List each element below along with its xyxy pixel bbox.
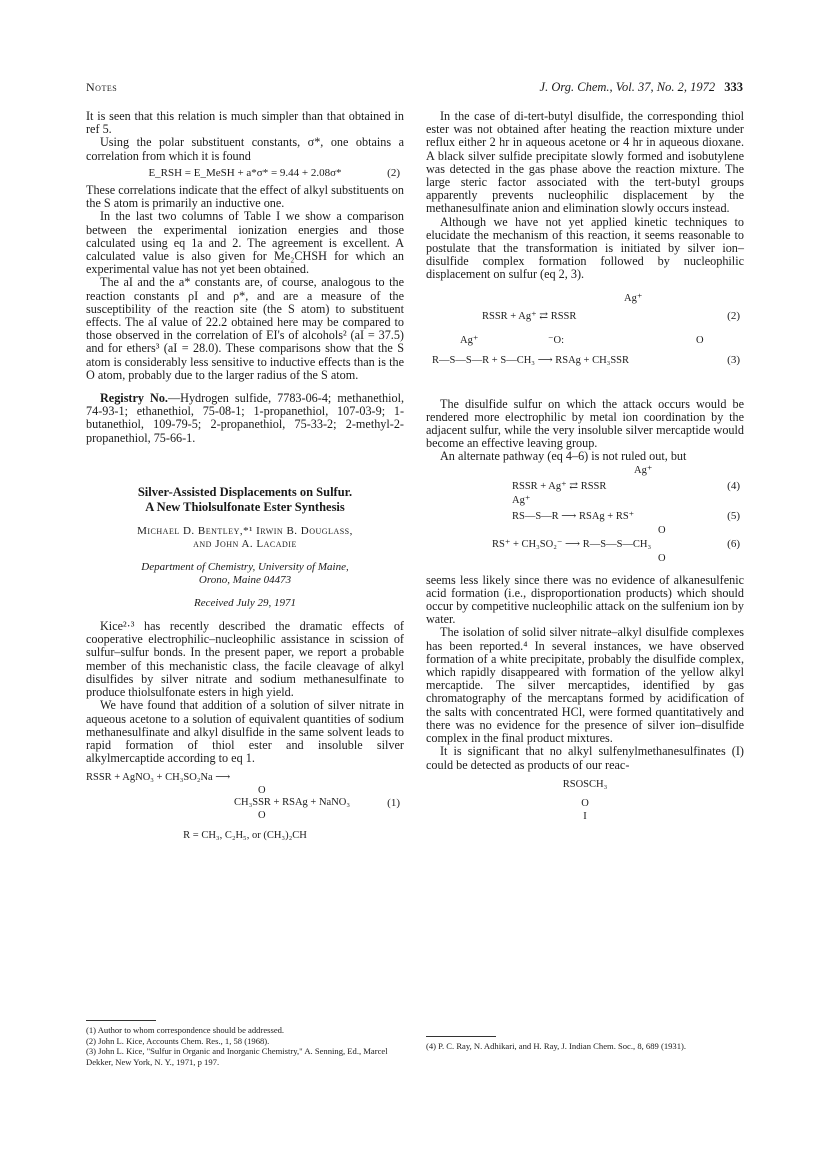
equation-1 [86, 771, 404, 841]
title-line: Silver-Assisted Displacements on Sulfur. [137, 484, 353, 499]
equation-number: (1) [387, 796, 400, 809]
footnote: (1) Author to whom correspondence should be addressed. [86, 1025, 285, 1035]
equation-number: (4) [727, 479, 740, 492]
equation-line: CH₃SSR + RSAg + NaNO₃ [234, 796, 351, 808]
silver-label: Ag⁺ [634, 464, 653, 476]
paragraph: It is significant that no alkyl sulfenylmethanesulfinates (I) could be detected as products of our reac- [426, 744, 744, 772]
received-date: Received July 29, 1971 [193, 596, 296, 609]
structure-I [426, 778, 744, 824]
title-line: A New Thiolsulfonate Ester Synthesis [145, 499, 345, 514]
equation-3-scheme [426, 334, 744, 390]
paragraph: The disulfide sulfur on which the attack occurs would be rendered more electrophilic by metal ion coordination by the adjacent sulfur, while the very insoluble silver mercaptide would become an effective leaving group. [426, 396, 744, 451]
footnote: (4) P. C. Ray, N. Adhikari, and H. Ray, J. Indian Chem. Soc., 8, 689 (1931). [426, 1041, 687, 1051]
paragraph: An alternate pathway (eq 4–6) is not ruled out, but [440, 449, 687, 464]
footnote-rule [426, 1036, 496, 1037]
oxide-label: ⁻O: [548, 334, 565, 346]
silver-label: Ag⁺ [460, 334, 479, 346]
right-column [426, 110, 744, 823]
equation-text: RSSR + Ag⁺ ⇄ RSSR [482, 310, 577, 322]
affiliation [86, 561, 404, 587]
silver-label: Ag⁺ [624, 292, 643, 304]
equation-text: RS⁺ + CH₃SO₂⁻ ⟶ R—S—S—CH₃ [492, 538, 652, 550]
paragraph: The isolation of solid silver nitrate–alkyl disulfide complexes has been reported.⁴ In several instances, we have observed formation of a white precipitate, probably the disulfide complex, which rapidly disappeared with formation of the yellow alkyl mercaptide. The silver mercaptides, identified by gas chromatography of the mercaptans formed by acidification of the salts with concentrated HCl, were formed quantitatively and there was no evidence for the presence of silver ion–disulfide complex in the final product mixtures. [426, 625, 744, 746]
equation-line: RSSR + AgNO₃ + CH₃SO₂Na ⟶ [86, 772, 231, 784]
oxygen-label: O [258, 809, 266, 821]
equation-text: R—S—S—R + S—CH₃ ⟶ RSAg + CH₃SSR [432, 354, 630, 366]
author-list [86, 525, 404, 551]
equation-5-scheme [426, 494, 744, 524]
affiliation-line: Department of Chemistry, University of Maine, [141, 560, 349, 573]
running-head-section: Notes [86, 80, 118, 94]
footnotes-right [426, 1036, 744, 1052]
running-head-journal [490, 80, 743, 95]
equation-2-scheme [426, 292, 744, 326]
r-definition: R = CH₃, C₂H₅, or (CH₃)₂CH [183, 829, 307, 841]
paragraph: Kice²·³ has recently described the dramatic effects of cooperative electrophilic–nucleophilic assistance in scission of sulfur–sulfur bonds. In the present paper, we report a probable member of this mechanistic class, the facile cleavage of alkyl disulfides by silver nitrate and sodium methanesulfinate to produce thiolsulfonate esters in high yield. [86, 619, 404, 700]
equation-2 [86, 167, 404, 180]
footnotes-left [86, 1020, 404, 1067]
paragraph: seems less likely since there was no evidence of alkanesulfenic acid formation (i.e., disproportionation products) which should occur by competitive nucleophilic attack on the sulfenium ion by water. [426, 572, 744, 627]
oxygen-label: O [258, 784, 266, 796]
equation-text: RS—S—R ⟶ RSAg + RS⁺ [512, 510, 635, 522]
equation-number: (2) [727, 309, 740, 322]
paragraph: In the case of di-tert-butyl disulfide, the corresponding thiol ester was not obtained after heating the reaction mixture under reflux either 2 hr in aqueous acetone or 4 hr in aqueous dioxane. A black silver sulfide precipitate slowly formed and isobutylene was detected in the gas phase above the reaction mixture. The large steric factor associated with the tert-butyl groups apparently prevents nucleophilic displacement by the methanesulfinate anion and elimination slowly occurs instead. [426, 109, 744, 216]
footnote: (2) John L. Kice, Accounts Chem. Res., 1, 58 (1968). [86, 1035, 270, 1046]
equation-number: (6) [727, 537, 740, 550]
paragraph: It is seen that this relation is much simpler than that obtained in ref 5. [86, 109, 404, 137]
article-title [86, 485, 404, 515]
equation-number: (3) [727, 353, 740, 366]
author-line: Michael D. Bentley,*¹ Irwin B. Douglass, [137, 524, 353, 537]
affiliation-line: Orono, Maine 04473 [198, 573, 292, 586]
author-line: and John A. Lacadie [193, 537, 297, 550]
equation-number: (5) [727, 509, 740, 522]
registry-text: —Hydrogen sulfide, 7783-06-4; methanethiol, 74-93-1; ethanethiol, 75-08-1; 1-propanethiol, 107-03-9; 1-butanethiol, 109-79-5; 2-propanethiol, 75-33-2; 2-methyl-2-propanethiol, 75-66-1. [86, 391, 405, 445]
journal-citation: J. Org. Chem., Vol. 37, No. 2, 1972 [539, 80, 716, 94]
registry-label: Registry No. [100, 391, 168, 406]
oxygen-label: O [696, 334, 704, 346]
structure-label: I [583, 811, 587, 823]
equation-line-wrap [86, 796, 404, 810]
footnote: (3) John L. Kice, "Sulfur in Organic and Inorganic Chemistry," A. Senning, Ed., Marcel Dekker, New York, N. Y., 1971, p 197. [86, 1046, 388, 1067]
silver-label: Ag⁺ [512, 494, 531, 506]
paragraph: We have found that addition of a solution of silver nitrate in aqueous acetone to a solution of equivalent quantities of sodium methanesulfinate and alkyl disulfide in the same solvent leads to rapid formation of thiol ester and insoluble silver alkylmercaptide according to eq 1. [86, 698, 404, 766]
footnote-rule [86, 1020, 156, 1021]
equation-number: (2) [387, 166, 400, 179]
paragraph: In the last two columns of Table I we show a comparison between the experimental ionization energies and those calculated using eq 1a and 2. The agreement is excellent. A calculated value is also given for Me₂CHSH for which an experimental value has not yet been obtained. [86, 209, 404, 277]
equation-6-scheme [426, 524, 744, 566]
equation-text: E_RSH = E_MeSH + a*σ* = 9.44 + 2.08σ* [148, 166, 342, 179]
oxygen-label: O [658, 524, 666, 536]
paragraph: Using the polar substituent constants, σ*, one obtains a correlation from which it is found [86, 135, 404, 163]
page-number: 333 [724, 80, 743, 94]
equation-4-scheme [426, 464, 744, 494]
left-column [86, 110, 404, 842]
registry-numbers [86, 392, 404, 445]
equation-text: RSSR + Ag⁺ ⇄ RSSR [512, 480, 607, 492]
oxygen-label: O [581, 797, 589, 809]
paragraph: These correlations indicate that the effect of alkyl substituents on the S atom is primarily an inductive one. [86, 183, 404, 211]
structure-formula: RSOSCH₃ [562, 778, 608, 790]
oxygen-label: O [658, 552, 666, 564]
paragraph: Although we have not yet applied kinetic techniques to elucidate the mechanism of this reaction, it seems reasonable to postulate that the transformation is initiated by silver ion–disulfide complex formation followed by nucleophilic displacement on sulfur (eq 2, 3). [426, 214, 744, 282]
paragraph: The aI and the a* constants are, of course, analogous to the reaction constants ρI and ρ*, and are a measure of the susceptibility of the reaction site (the S atom) to substituent effects. The aI value of 22.2 obtained here may be compared to those observed in the correlation of EI's of alcohols² (aI = 37.5) and for ethers³ (aI = 28.0). These comparisons show that the S atom is considerably less sensitive to inductive effects than is the O atom, probably due to the larger radius of the S atom. [86, 275, 404, 382]
